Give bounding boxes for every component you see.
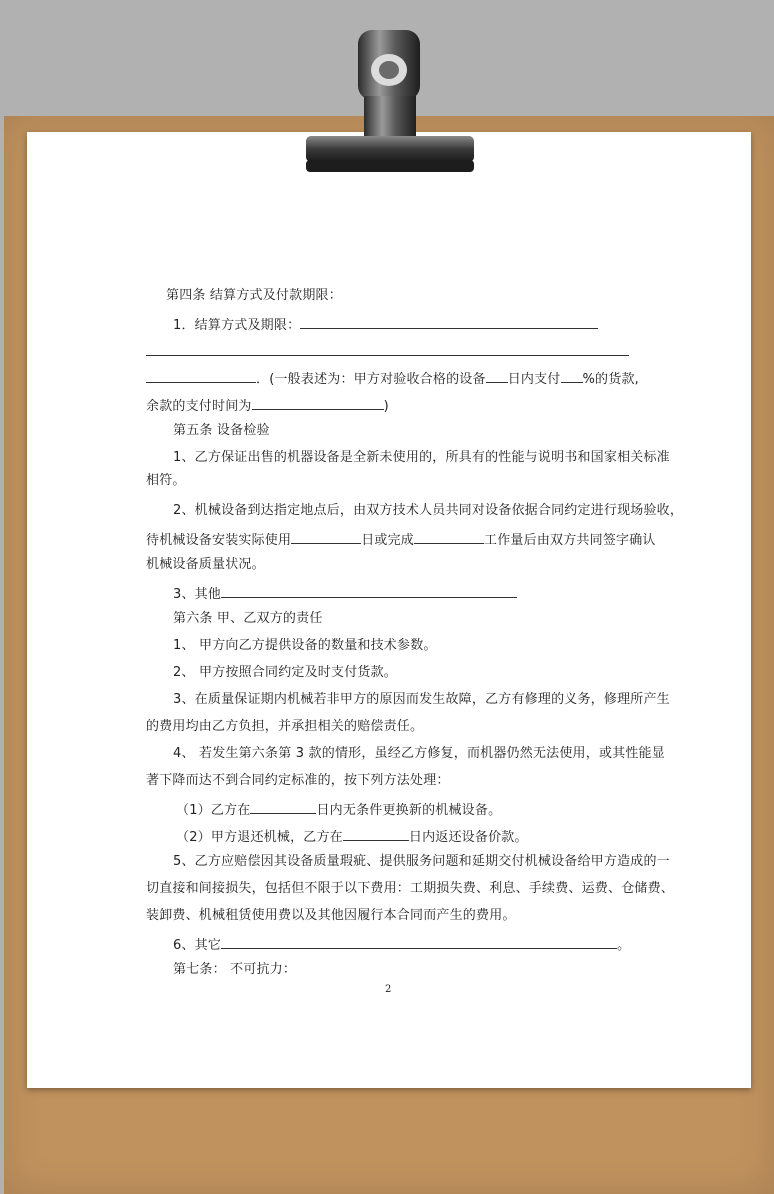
inspection-text: 日或完成 — [361, 533, 415, 548]
article-4-item-1-continuation — [146, 341, 629, 362]
blank-line — [300, 314, 598, 329]
blank-line — [221, 583, 517, 598]
article-4-payment-terms — [146, 368, 639, 389]
other-label: 3、其他 — [173, 587, 222, 602]
article-4-title: 第四条 结算方式及付款期限： — [166, 288, 342, 303]
blank-line — [486, 368, 508, 383]
blank-line — [291, 529, 361, 544]
other-label: 。 — [617, 938, 631, 953]
option-text: （1）乙方在 — [176, 803, 251, 818]
option-text: 日内无条件更换新的机械设备。 — [316, 803, 502, 818]
article-5-item-3 — [173, 583, 517, 604]
payment-text: ) — [383, 399, 389, 414]
article-5-item-2-cont — [146, 529, 656, 550]
article-6-item-4: 4、 若发生第六条第 3 款的情形，虽经乙方修复，而机器仍然无法使用，或其性能显 — [173, 746, 665, 761]
article-5-item-2-end: 机械设备质量状况。 — [146, 557, 265, 572]
article-6-item-6 — [173, 934, 630, 955]
article-4-item-1 — [173, 314, 598, 335]
inspection-text: 待机械设备安装实际使用 — [146, 533, 292, 548]
blank-line — [146, 368, 256, 383]
article-6-item-4-option-1 — [176, 799, 501, 820]
article-6-item-3: 3、在质量保证期内机械若非甲方的原因而发生故障，乙方有修理的义务，修理所产生 — [173, 692, 670, 707]
blank-line — [561, 368, 583, 383]
option-text: 日内返还设备价款。 — [408, 830, 528, 845]
article-6-item-5-end: 装卸费、机械租赁使用费以及其他因履行本合同而产生的费用。 — [146, 908, 516, 923]
article-6-item-4-option-2 — [176, 826, 528, 847]
blank-line — [343, 826, 409, 841]
article-6-item-5-cont: 切直接和间接损失，包括但不限于以下费用：工期损失费、利息、手续费、运费、仓储费、 — [146, 881, 675, 896]
blank-line — [146, 341, 629, 356]
page-number: 2 — [385, 984, 392, 995]
article-4-balance-terms — [146, 395, 389, 416]
article-6-item-4-cont: 著下降而达不到合同约定标准的，按下列方法处理： — [146, 773, 450, 788]
option-text: （2）甲方退还机械，乙方在 — [176, 830, 343, 845]
blank-line — [414, 529, 484, 544]
payment-text: 余款的支付时间为 — [146, 399, 252, 414]
article-6-title: 第六条 甲、乙双方的责任 — [173, 611, 323, 626]
article-5-title: 第五条 设备检验 — [173, 423, 270, 438]
blank-line — [250, 799, 316, 814]
article-4-item-1-label: 1．结算方式及期限： — [173, 318, 301, 333]
payment-text: %的货款, — [582, 372, 639, 387]
article-6-item-3-cont: 的费用均由乙方负担，并承担相关的赔偿责任。 — [146, 719, 424, 734]
other-label: 6、其它 — [173, 938, 222, 953]
article-5-item-1: 1、乙方保证出售的机器设备是全新未使用的，所具有的性能与说明书和国家相关标准 — [173, 450, 670, 465]
payment-text: 日内支付 — [507, 372, 561, 387]
payment-text: ．(一般表述为：甲方对验收合格的设备 — [256, 372, 486, 387]
blank-line — [252, 395, 384, 410]
article-7-title: 第七条： 不可抗力： — [173, 962, 297, 977]
article-5-item-2: 2、机械设备到达指定地点后，由双方技术人员共同对设备依据合同约定进行现场验收， — [173, 503, 684, 518]
article-6-item-2: 2、 甲方按照合同约定及时支付货款。 — [173, 665, 398, 680]
article-6-item-5: 5、乙方应赔偿因其设备质量瑕疵、提供服务问题和延期交付机械设备给甲方造成的一 — [173, 854, 670, 869]
article-5-item-1-cont: 相符。 — [146, 473, 186, 488]
inspection-text: 工作量后由双方共同签字确认 — [484, 533, 656, 548]
binder-clip-icon — [298, 26, 478, 176]
article-6-item-1: 1、 甲方向乙方提供设备的数量和技术参数。 — [173, 638, 437, 653]
blank-line — [221, 934, 617, 949]
